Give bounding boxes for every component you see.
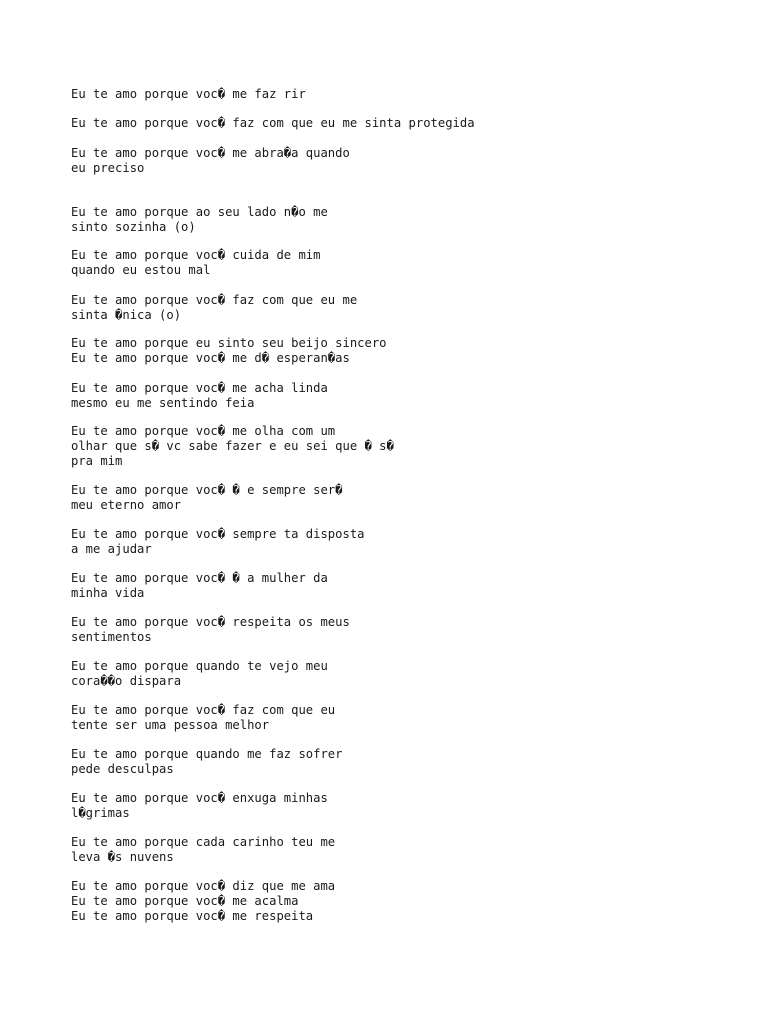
text-line: sinto sozinha (o) bbox=[71, 220, 196, 234]
text-line: cora��o dispara bbox=[71, 674, 182, 688]
text-line: Eu te amo porque voc� me abra�a quando bbox=[71, 146, 350, 160]
text-line: Eu te amo porque voc� sempre ta disposta bbox=[71, 527, 365, 541]
text-line: Eu te amo porque voc� me acalma bbox=[71, 894, 299, 908]
text-line: a me ajudar bbox=[71, 542, 152, 556]
text-line: Eu te amo porque voc� me d� esperan�as bbox=[71, 351, 350, 365]
text-line: sinta �nica (o) bbox=[71, 308, 182, 322]
text-line: Eu te amo porque voc� faz com que eu me bbox=[71, 293, 358, 307]
text-line: l�grimas bbox=[71, 806, 130, 820]
text-line: Eu te amo porque voc� cuida de mim bbox=[71, 248, 321, 262]
text-line: Eu te amo porque voc� me acha linda bbox=[71, 381, 328, 395]
text-line: Eu te amo porque voc� me faz rir bbox=[71, 87, 306, 101]
text-line: sentimentos bbox=[71, 630, 152, 644]
text-line: olhar que s� vc sabe fazer e eu sei que � s� bbox=[71, 439, 394, 453]
text-line: Eu te amo porque voc� me respeita bbox=[71, 909, 314, 923]
text-line: Eu te amo porque quando te vejo meu bbox=[71, 659, 328, 673]
text-line: Eu te amo porque voc� enxuga minhas bbox=[71, 791, 328, 805]
text-line: meu eterno amor bbox=[71, 498, 182, 512]
text-line: pra mim bbox=[71, 454, 123, 468]
text-line: tente ser uma pessoa melhor bbox=[71, 718, 270, 732]
text-line: Eu te amo porque ao seu lado n�o me bbox=[71, 205, 328, 219]
text-line: minha vida bbox=[71, 586, 145, 600]
text-line: Eu te amo porque quando me faz sofrer bbox=[71, 747, 343, 761]
text-line: Eu te amo porque voc� respeita os meus bbox=[71, 615, 350, 629]
text-line: leva �s nuvens bbox=[71, 850, 174, 864]
text-line: Eu te amo porque voc� faz com que eu me sinta protegida bbox=[71, 116, 475, 130]
text-line: Eu te amo porque voc� � a mulher da bbox=[71, 571, 328, 585]
text-line: pede desculpas bbox=[71, 762, 174, 776]
text-line: quando eu estou mal bbox=[71, 263, 211, 277]
text-line: mesmo eu me sentindo feia bbox=[71, 396, 255, 410]
text-line: Eu te amo porque voc� diz que me ama bbox=[71, 879, 336, 893]
text-line: eu preciso bbox=[71, 161, 145, 175]
text-line: Eu te amo porque voc� faz com que eu bbox=[71, 703, 336, 717]
text-line: Eu te amo porque cada carinho teu me bbox=[71, 835, 336, 849]
text-line: Eu te amo porque eu sinto seu beijo sincero bbox=[71, 336, 387, 350]
text-line: Eu te amo porque voc� me olha com um bbox=[71, 424, 336, 438]
text-line: Eu te amo porque voc� � e sempre ser� bbox=[71, 483, 343, 497]
